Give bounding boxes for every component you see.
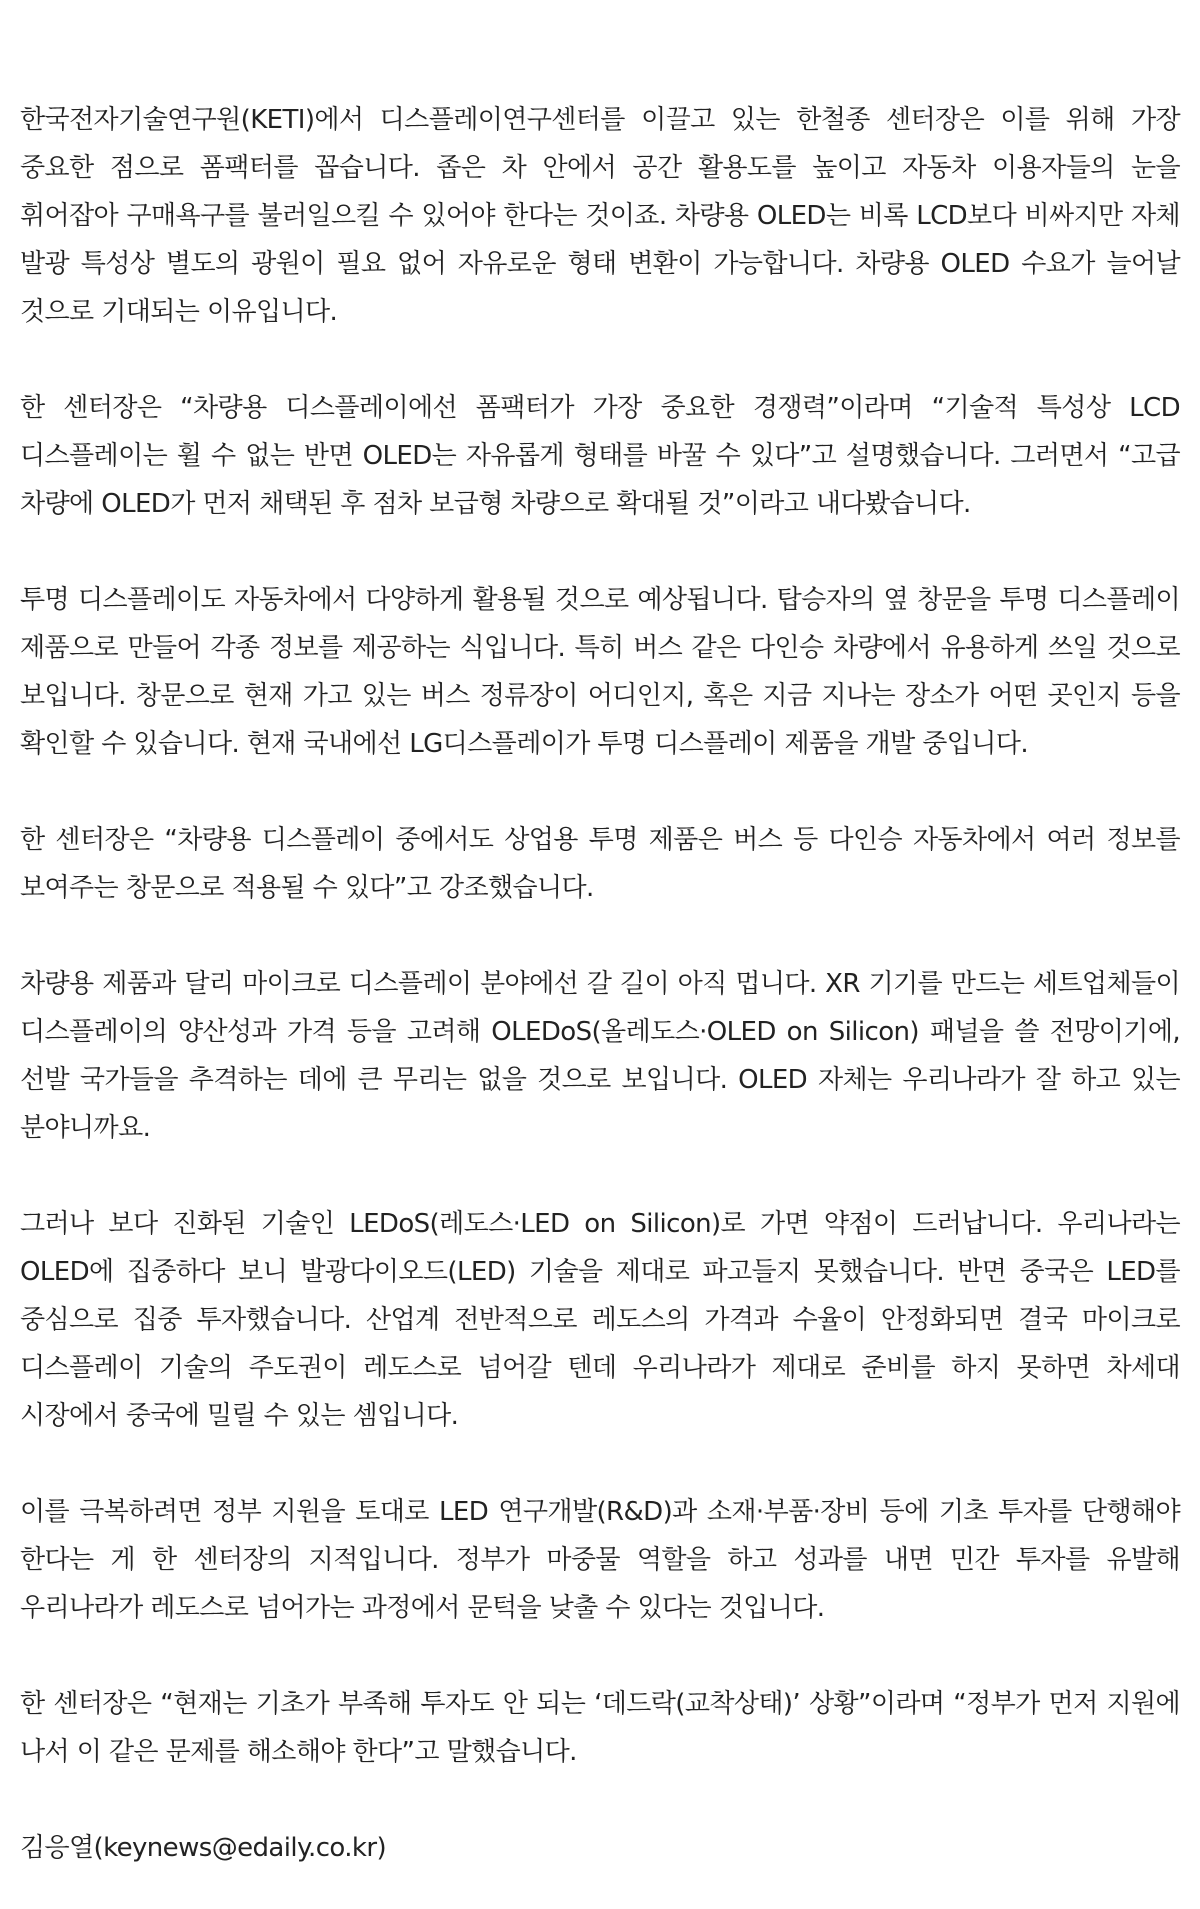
- reporter-byline: 김응열(keynews@edaily.co.kr): [20, 1833, 387, 1863]
- article-paragraph: 이를 극복하려면 정부 지원을 토대로 LED 연구개발(R&D)과 소재·부품·장비 등에 기초 투자를 단행해야 한다는 게 한 센터장의 지적입니다. 정부가 마중물 역할을 하고 성과를 내면 민간 투자를 유발해 우리나라가 레도스로 넘어가는 과정에서 문턱을 낮출 수 있다는 것입니다.: [20, 1497, 1180, 1623]
- article-paragraph: 한국전자기술연구원(KETI)에서 디스플레이연구센터를 이끌고 있는 한철종 센터장은 이를 위해 가장 중요한 점으로 폼팩터를 꼽습니다. 좁은 차 안에서 공간 활용도를 높이고 자동차 이용자들의 눈을 휘어잡아 구매욕구를 불러일으킬 수 있어야 한다는 것이죠. 차량용 OLED는 비록 LCD보다 비싸지만 자체 발광 특성상 별도의 광원이 필요 없어 자유로운 형태 변환이 가능합니다. 차량용 OLED 수요가 늘어날 것으로 기대되는 이유입니다.: [20, 105, 1180, 327]
- article-paragraph: 차량용 제품과 달리 마이크로 디스플레이 분야에선 갈 길이 아직 멉니다. XR 기기를 만드는 세트업체들이 디스플레이의 양산성과 가격 등을 고려해 OLEDoS(올레도스·OLED on Silicon) 패널을 쓸 전망이기에, 선발 국가들을 추격하는 데에 큰 무리는 없을 것으로 보입니다. OLED 자체는 우리나라가 잘 하고 있는 분야니까요.: [20, 969, 1180, 1143]
- article-paragraph: 한 센터장은 “차량용 디스플레이 중에서도 상업용 투명 제품은 버스 등 다인승 자동차에서 여러 정보를 보여주는 창문으로 적용될 수 있다”고 강조했습니다.: [20, 825, 1180, 903]
- article-paragraph: 투명 디스플레이도 자동차에서 다양하게 활용될 것으로 예상됩니다. 탑승자의 옆 창문을 투명 디스플레이 제품으로 만들어 각종 정보를 제공하는 식입니다. 특히 버스 같은 다인승 차량에서 유용하게 쓰일 것으로 보입니다. 창문으로 현재 가고 있는 버스 정류장이 어디인지, 혹은 지금 지나는 장소가 어떤 곳인지 등을 확인할 수 있습니다. 현재 국내에선 LG디스플레이가 투명 디스플레이 제품을 개발 중입니다.: [20, 585, 1180, 759]
- article-paragraph: 한 센터장은 “차량용 디스플레이에선 폼팩터가 가장 중요한 경쟁력”이라며 “기술적 특성상 LCD 디스플레이는 휠 수 없는 반면 OLED는 자유롭게 형태를 바꿀 수 있다”고 설명했습니다. 그러면서 “고급 차량에 OLED가 먼저 채택된 후 점차 보급형 차량으로 확대될 것”이라고 내다봤습니다.: [20, 393, 1180, 519]
- article-paragraph: 한 센터장은 “현재는 기초가 부족해 투자도 안 되는 ‘데드락(교착상태)’ 상황”이라며 “정부가 먼저 지원에 나서 이 같은 문제를 해소해야 한다”고 말했습니다.: [20, 1689, 1180, 1767]
- article-paragraph: 그러나 보다 진화된 기술인 LEDoS(레도스·LED on Silicon)로 가면 약점이 드러납니다. 우리나라는 OLED에 집중하다 보니 발광다이오드(LED) 기술을 제대로 파고들지 못했습니다. 반면 중국은 LED를 중심으로 집중 투자했습니다. 산업계 전반적으로 레도스의 가격과 수율이 안정화되면 결국 마이크로 디스플레이 기술의 주도권이 레도스로 넘어갈 텐데 우리나라가 제대로 준비를 하지 못하면 차세대 시장에서 중국에 밀릴 수 있는 셈입니다.: [20, 1209, 1180, 1431]
